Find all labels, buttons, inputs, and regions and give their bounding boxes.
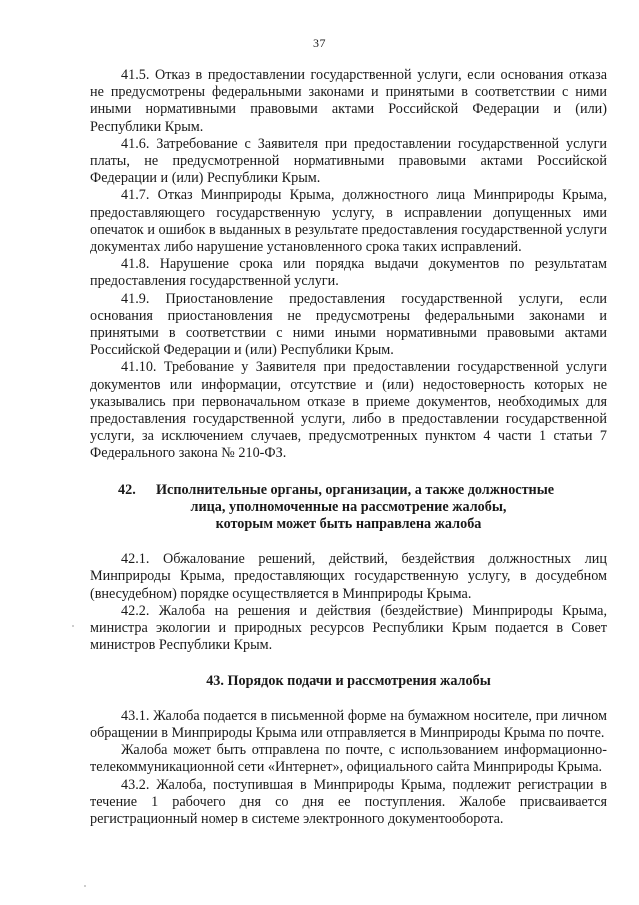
page-number: 37	[313, 36, 326, 50]
section-42-title-line1: Исполнительные органы, организации, а также должностные	[156, 481, 555, 498]
section-42-heading	[90, 482, 607, 534]
paragraph-42-2: 42.2. Жалоба на решения и действия (бездействие) Минприроды Крыма, министра экологии и природных ресурсов Республики Крым подается в Совет министров Республики Крым.	[90, 602, 607, 654]
paragraph-41-9: 41.9. Приостановление предоставления государственной услуги, если основания приостановления не предусмотрены федеральными законами и принятыми в соответствии с ними иными нормативными правовыми актами Российской Федерации и (или) Республики Крым.	[90, 290, 607, 359]
paragraph-43-1-mail: Жалоба может быть отправлена по почте, с использованием информационно-телекоммуникационной сети «Интернет», официального сайта Минприроды Крыма.	[90, 742, 607, 776]
paragraph-43-2: 43.2. Жалоба, поступившая в Минприроды Крыма, подлежит регистрации в течение 1 рабочего дня со дня ее поступления. Жалобе присваивается регистрационный номер в системе электронного документооборота.	[90, 776, 607, 827]
paragraph-43-1: 43.1. Жалоба подается в письменной форме на бумажном носителе, при личном обращении в Минприроды Крыма или отправляется в Минприроды Крыма по почте.	[90, 707, 607, 741]
paragraph-41-5: 41.5. Отказ в предоставлении государственной услуги, если основания отказа не предусмотрены федеральными законами и принятыми в соответствии с ними иными нормативными правовыми актами Российской Федерации и (или) Республики Крым.	[90, 67, 607, 135]
section-42-title-line3: которым может быть направлена жалоба	[215, 516, 482, 533]
section-42-heading-line1	[90, 482, 607, 499]
section-43-heading: 43. Порядок подачи и рассмотрения жалобы	[206, 672, 491, 689]
section-42-title-line2: лица, уполномоченные на рассмотрение жалобы,	[190, 498, 507, 515]
paragraph-41-8: 41.8. Нарушение срока или порядка выдачи документов по результатам предоставления государственной услуги.	[90, 256, 607, 290]
paragraph-41-10: 41.10. Требование у Заявителя при предоставлении государственной услуги документов или информации, отсутствие и (или) недостоверность которых не указывались при первоначальном отказе в приеме документов, необходимых для предоставления государственной услуги, либо в предоставлении государственной услуги, за исключением случаев, предусмотренных пунктом 4 части 1 статьи 7 Федерального закона № 210-ФЗ.	[90, 359, 607, 462]
paragraph-41-6: 41.6. Затребование с Заявителя при предоставлении государственной услуги платы, не предусмотренной нормативными правовыми актами Российской Федерации и (или) Республики Крым.	[90, 135, 607, 187]
document-body	[90, 67, 607, 828]
scan-speck	[72, 625, 74, 627]
section-42-number: 42.	[118, 481, 136, 498]
scan-speck	[84, 885, 86, 887]
paragraph-41-7: 41.7. Отказ Минприроды Крыма, должностного лица Минприроды Крыма, предоставляющего государственную услугу, в исправлении допущенных ими опечаток и ошибок в выданных в результате предоставления государственной услуги документах либо нарушение установленного срока таких исправлений.	[90, 187, 607, 256]
paragraph-42-1: 42.1. Обжалование решений, действий, бездействия должностных лиц Минприроды Крыма, предоставляющих государственную услугу, в досудебном (внесудебном) порядке осуществляется в Минприроды Крыма.	[90, 551, 607, 602]
